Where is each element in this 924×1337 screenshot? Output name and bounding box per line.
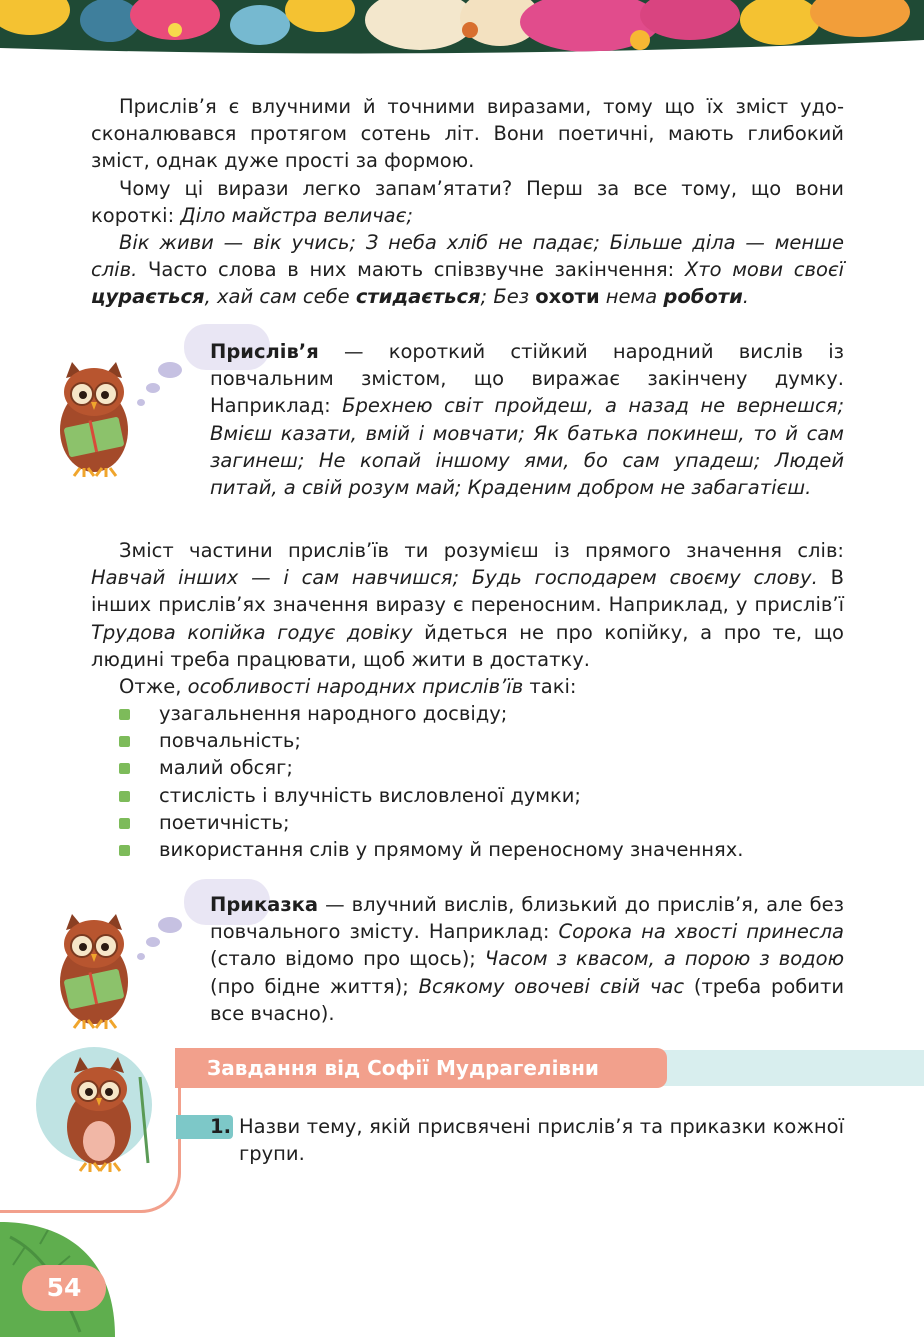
owl-reading-icon xyxy=(52,360,136,480)
page-number: 54 xyxy=(22,1265,106,1311)
bubble-dot xyxy=(137,399,145,406)
task-number: 1. xyxy=(210,1115,231,1138)
task-text: Назви тему, якій присвячені прислів’я та приказки кожної групи. xyxy=(239,1115,844,1166)
paragraph-2: Чому ці вирази легко запам’ятати? Перш за все тому, що вони короткі: Діло майстра величає; xyxy=(91,176,844,227)
flowers-banner xyxy=(0,0,924,62)
bubble-dot xyxy=(137,953,145,960)
features-list xyxy=(117,700,847,863)
paragraph-2-cont: Вік живи — вік учись; З неба хліб не падає; Більше діла — менше слів. Часто слова в них мають співзвучне закінчення: Хто мови своєї цурається, хай сам себе стидається; Без охоти нема роботи. xyxy=(91,231,844,309)
bubble-dot xyxy=(146,383,160,393)
definition-saying: Приказка — влучний вислів, близький до прислів’я, але без повчального змісту. Наприклад: Сорока на хвості принесла (стало відомо про щось); Часом з квасом, а порою з водою (про бідне життя); Всякому овочеві свій час (треба робити все вчасно). xyxy=(210,893,844,1025)
intro-text xyxy=(91,93,844,311)
owl-pointer-icon xyxy=(36,1045,162,1175)
term-proverb: Прислів’я xyxy=(210,340,319,363)
list-item: стислість і влучність висловленої думки; xyxy=(117,782,847,809)
definition-proverb: Прислів’я — короткий стійкий народний вислів із повчальним змістом, що виражає закінчену думку. Наприклад: Брехнею світ пройдеш, а назад не вернешся; Вмієш казати, вмій і мовчати; Як батька покинеш, то й сам загинеш; Не копай іншому ями, бо сам упадеш; Людей питай, а свій розум май; Краденим добром не забагатієш. xyxy=(210,340,845,500)
term-saying: Приказка xyxy=(210,893,319,916)
paragraph-3: Зміст частини прислів’їв ти розумієш із прямого значення слів: Навчай інших — і сам навчишся; Будь господарем своєму слову. В інших прислів’ях значення виразу є переносним. Наприклад, у прислів’ї Трудова копійка годує довіку йдеться не про копійку, а про те, що людині треба працювати, щоб жити в достатку. xyxy=(91,539,844,671)
list-item: поетичність; xyxy=(117,809,847,836)
explanation-text xyxy=(91,537,844,700)
list-item: узагальнення народного досвіду; xyxy=(117,700,847,727)
list-item: повчальність; xyxy=(117,727,847,754)
bubble-dot xyxy=(158,362,182,378)
bubble-dot xyxy=(146,937,160,947)
paragraph-1: Прислів’я є влучними й точними виразами, тому що їх зміст удосконалювався протягом сотень літ. Вони поетичні, мають глибокий зміст, однак дуже прості за формою. xyxy=(91,95,844,173)
task-title: Завдання від Софії Мудрагелівни xyxy=(175,1048,667,1088)
list-item: використання слів у прямому й переносному значеннях. xyxy=(117,836,847,863)
owl-reading-icon xyxy=(52,912,136,1032)
paragraph-4: Отже, особливості народних прислів’їв такі: xyxy=(119,675,577,699)
bubble-dot xyxy=(158,917,182,933)
list-item: малий обсяг; xyxy=(117,754,847,781)
